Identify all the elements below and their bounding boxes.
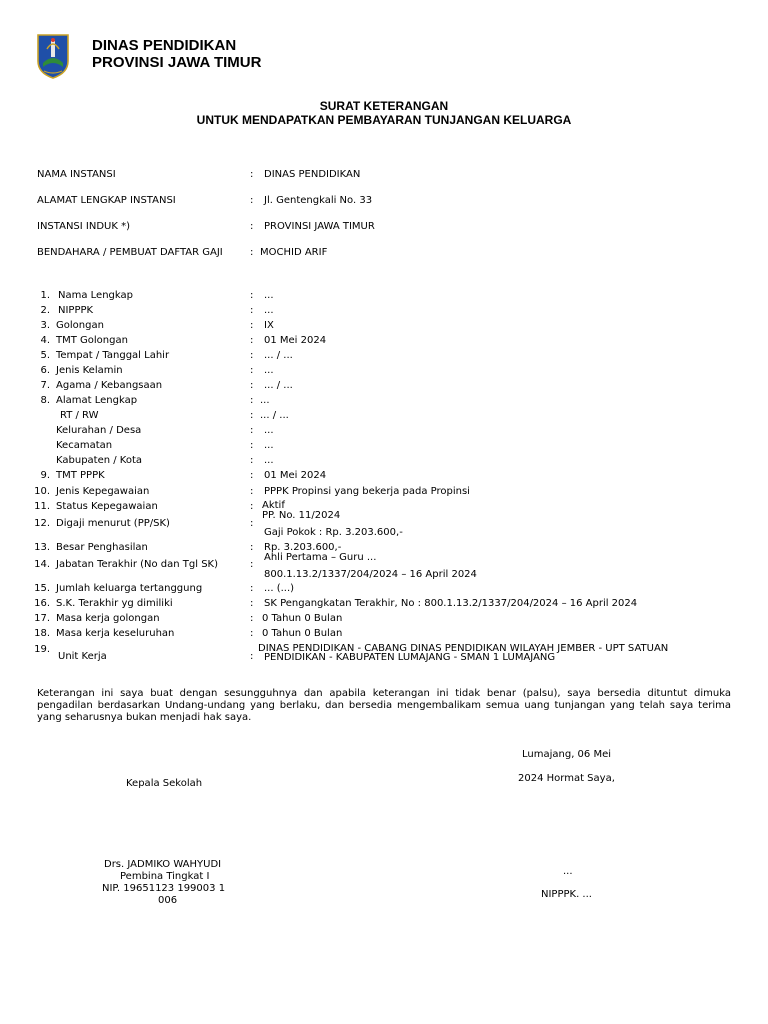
- item-value: Rp. 3.203.600,-: [264, 542, 342, 553]
- colon: :: [250, 628, 254, 639]
- item-number: 4.: [40, 335, 50, 346]
- colon: :: [250, 410, 254, 421]
- item-label: Kelurahan / Desa: [56, 425, 142, 436]
- item-value: SK Pengangkatan Terakhir, No : 800.1.13.2/1337/204/2024 – 16 April 2024: [264, 598, 638, 609]
- colon: :: [250, 598, 254, 609]
- item-label: Masa kerja keseluruhan: [56, 628, 175, 639]
- item-number: 5.: [40, 350, 50, 361]
- instansi-label-induk: INSTANSI INDUK *): [37, 221, 130, 232]
- colon: :: [250, 559, 254, 570]
- colon: :: [250, 350, 254, 361]
- item-number: 3.: [40, 320, 50, 331]
- colon: :: [250, 518, 254, 529]
- left-signer-rank: Pembina Tingkat I: [120, 871, 210, 882]
- colon: :: [250, 542, 254, 553]
- item-number: 6.: [40, 365, 50, 376]
- colon: :: [250, 583, 254, 594]
- place-date: Lumajang, 06 Mei: [522, 749, 612, 760]
- item-value: ...: [264, 290, 274, 301]
- colon: :: [250, 651, 254, 662]
- colon: :: [250, 247, 254, 258]
- item-label: Jumlah keluarga tertanggung: [56, 583, 203, 594]
- colon: :: [250, 305, 254, 316]
- item-label: Jenis Kepegawaian: [56, 486, 150, 497]
- left-signer-nip: NIP. 19651123 199003 1: [102, 883, 226, 894]
- item-number: 18.: [34, 628, 50, 639]
- item-value: 01 Mei 2024: [264, 335, 327, 346]
- colon: :: [250, 320, 254, 331]
- item-value-detail: 800.1.13.2/1337/204/2024 – 16 April 2024: [264, 569, 477, 580]
- item-number: 15.: [34, 583, 50, 594]
- item-label: TMT Golongan: [56, 335, 128, 346]
- item-value: 0 Tahun 0 Bulan: [262, 628, 343, 639]
- item-value: ...: [264, 440, 274, 451]
- statement-paragraph: Keterangan ini saya buat dengan sesungguhnya dan apabila keterangan ini tidak benar (palsu), saya bersedia dituntut dimuka pengadilan berdasarkan Undang-undang yang berlaku, dan bersedia mengembalikam semua uang tunjangan yang telah saya terima yang seharusnya bukan menjadi hak saya.: [37, 688, 731, 723]
- item-label: S.K. Terakhir yg dimiliki: [56, 598, 173, 609]
- colon: :: [250, 470, 254, 481]
- colon: :: [250, 613, 254, 624]
- item-value: ... / ...: [264, 350, 293, 361]
- item-value: Ahli Pertama – Guru ...: [264, 552, 377, 563]
- item-value: ...: [264, 425, 274, 436]
- left-signer-name: Drs. JADMIKO WAHYUDI: [104, 859, 222, 870]
- colon: :: [250, 195, 254, 206]
- item-value: ... / ...: [260, 410, 289, 421]
- item-value: ...: [260, 395, 270, 406]
- east-java-emblem-icon: [35, 33, 71, 79]
- instansi-value-induk: PROVINSI JAWA TIMUR: [264, 221, 375, 232]
- item-number: 17.: [34, 613, 50, 624]
- item-label: Tempat / Tanggal Lahir: [56, 350, 170, 361]
- colon: :: [250, 486, 254, 497]
- item-value: PP. No. 11/2024: [262, 510, 341, 521]
- right-signer-name: ...: [563, 866, 573, 877]
- item-number: 13.: [34, 542, 50, 553]
- colon: :: [250, 365, 254, 376]
- instansi-label-bendahara: BENDAHARA / PEMBUAT DAFTAR GAJI: [37, 247, 223, 258]
- item-value: Aktif: [262, 500, 285, 511]
- item-label: Nama Lengkap: [58, 290, 133, 301]
- org-name-line1: DINAS PENDIDIKAN: [92, 37, 237, 54]
- item-value: PPPK Propinsi yang bekerja pada Propinsi: [264, 486, 470, 497]
- place-date-closing: 2024 Hormat Saya,: [518, 773, 615, 784]
- item-number: 11.: [34, 501, 50, 512]
- colon: :: [250, 425, 254, 436]
- colon: :: [250, 501, 254, 512]
- item-label: Agama / Kebangsaan: [56, 380, 163, 391]
- instansi-label-nama: NAMA INSTANSI: [37, 169, 116, 180]
- item-value: 0 Tahun 0 Bulan: [262, 613, 343, 624]
- org-name-line2: PROVINSI JAWA TIMUR: [92, 54, 262, 71]
- item-label: Jabatan Terakhir (No dan Tgl SK): [56, 559, 219, 570]
- item-value: ...: [264, 455, 274, 466]
- item-number: 14.: [34, 559, 50, 570]
- item-value: ...: [264, 365, 274, 376]
- item-number: 19.: [34, 644, 50, 655]
- left-signer-title: Kepala Sekolah: [126, 778, 203, 789]
- item-value-detail: Gaji Pokok : Rp. 3.203.600,-: [264, 527, 403, 538]
- item-number: 10.: [34, 486, 50, 497]
- item-number: 12.: [34, 518, 50, 529]
- item-number: 1.: [40, 290, 50, 301]
- item-number: 8.: [40, 395, 50, 406]
- left-signer-nip-cont: 006: [158, 895, 178, 906]
- item-label: Besar Penghasilan: [56, 542, 148, 553]
- right-signer-nip: NIPPPK. ...: [541, 889, 592, 900]
- item-label: Kecamatan: [56, 440, 113, 451]
- item-label: Jenis Kelamin: [56, 365, 123, 376]
- instansi-value-nama: DINAS PENDIDIKAN: [264, 169, 361, 180]
- item-number: 9.: [40, 470, 50, 481]
- instansi-label-alamat: ALAMAT LENGKAP INSTANSI: [37, 195, 176, 206]
- item-label: TMT PPPK: [56, 470, 105, 481]
- item-label: Kabupaten / Kota: [56, 455, 143, 466]
- item-label: NIPPPK: [58, 305, 94, 316]
- item-label: RT / RW: [60, 410, 99, 421]
- colon: :: [250, 380, 254, 391]
- instansi-value-alamat: Jl. Gentengkali No. 33: [264, 195, 373, 206]
- item-label: Alamat Lengkap: [56, 395, 138, 406]
- item-label: Status Kepegawaian: [56, 501, 158, 512]
- item-value: ... / ...: [264, 380, 293, 391]
- colon: :: [250, 290, 254, 301]
- item-label: Masa kerja golongan: [56, 613, 160, 624]
- item-value-detail: PENDIDIKAN - KABUPATEN LUMAJANG - SMAN 1 LUMAJANG: [264, 652, 556, 663]
- instansi-value-bendahara: MOCHID ARIF: [260, 247, 328, 258]
- item-label: Digaji menurut (PP/SK): [56, 518, 170, 529]
- colon: :: [250, 440, 254, 451]
- item-number: 16.: [34, 598, 50, 609]
- item-value: IX: [264, 320, 274, 331]
- colon: :: [250, 169, 254, 180]
- item-value: 01 Mei 2024: [264, 470, 327, 481]
- item-value: ... (...): [264, 583, 295, 594]
- document-subtitle: UNTUK MENDAPATKAN PEMBAYARAN TUNJANGAN KELUARGA: [196, 113, 572, 127]
- document-title: SURAT KETERANGAN: [319, 99, 449, 113]
- item-label: Golongan: [56, 320, 104, 331]
- item-value: DINAS PENDIDIKAN - CABANG DINAS PENDIDIKAN WILAYAH JEMBER - UPT SATUAN: [258, 643, 669, 654]
- colon: :: [250, 221, 254, 232]
- item-label: Unit Kerja: [58, 651, 107, 662]
- colon: :: [250, 455, 254, 466]
- colon: :: [250, 335, 254, 346]
- item-value: ...: [264, 305, 274, 316]
- item-number: 2.: [40, 305, 50, 316]
- item-number: 7.: [40, 380, 50, 391]
- colon: :: [250, 395, 254, 406]
